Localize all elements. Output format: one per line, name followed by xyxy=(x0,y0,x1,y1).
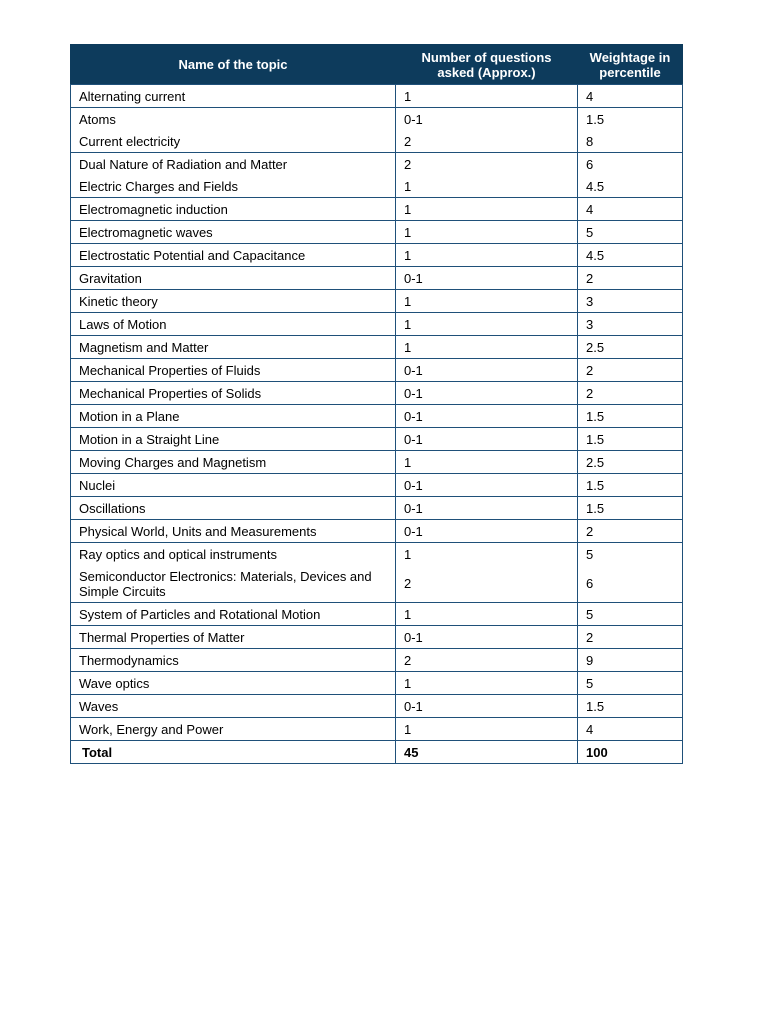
topic-cell: Mechanical Properties of Fluids xyxy=(71,359,396,382)
topic-cell: Electric Charges and Fields xyxy=(71,175,396,198)
questions-cell: 1 xyxy=(396,543,578,566)
weightage-cell: 1.5 xyxy=(578,108,683,131)
weightage-cell: 2 xyxy=(578,520,683,543)
questions-cell: 0-1 xyxy=(396,267,578,290)
topic-cell: Ray optics and optical instruments xyxy=(71,543,396,566)
questions-cell: 0-1 xyxy=(396,474,578,497)
table-row xyxy=(71,543,683,566)
topic-cell: Motion in a Straight Line xyxy=(71,428,396,451)
table-row xyxy=(71,649,683,672)
questions-cell: 0-1 xyxy=(396,428,578,451)
weightage-cell: 1.5 xyxy=(578,497,683,520)
questions-cell: 0-1 xyxy=(396,520,578,543)
topic-cell: Thermodynamics xyxy=(71,649,396,672)
weightage-cell: 5 xyxy=(578,221,683,244)
table-row xyxy=(71,85,683,108)
weightage-cell: 5 xyxy=(578,543,683,566)
table-row xyxy=(71,405,683,428)
topic-cell: Motion in a Plane xyxy=(71,405,396,428)
total-weightage: 100 xyxy=(578,741,683,764)
topic-cell: Electrostatic Potential and Capacitance xyxy=(71,244,396,267)
weightage-cell: 4 xyxy=(578,85,683,108)
topic-cell: Thermal Properties of Matter xyxy=(71,626,396,649)
weightage-cell: 9 xyxy=(578,649,683,672)
topic-cell: Nuclei xyxy=(71,474,396,497)
table-row xyxy=(71,428,683,451)
weightage-cell: 1.5 xyxy=(578,405,683,428)
topic-cell: Atoms xyxy=(71,108,396,131)
weightage-cell: 5 xyxy=(578,603,683,626)
weightage-cell: 2 xyxy=(578,267,683,290)
weightage-cell: 3 xyxy=(578,313,683,336)
table-row xyxy=(71,108,683,131)
topic-cell: Laws of Motion xyxy=(71,313,396,336)
questions-cell: 1 xyxy=(396,718,578,741)
weightage-cell: 4 xyxy=(578,198,683,221)
header-questions: Number of questions asked (Approx.) xyxy=(396,45,578,85)
topic-cell: Moving Charges and Magnetism xyxy=(71,451,396,474)
weightage-cell: 4 xyxy=(578,718,683,741)
questions-cell: 0-1 xyxy=(396,108,578,131)
questions-cell: 0-1 xyxy=(396,695,578,718)
topic-cell: Current electricity xyxy=(71,130,396,153)
header-weightage: Weightage in percentile xyxy=(578,45,683,85)
table-row xyxy=(71,221,683,244)
table-row xyxy=(71,198,683,221)
table-row xyxy=(71,336,683,359)
weightage-cell: 4.5 xyxy=(578,175,683,198)
table-row xyxy=(71,290,683,313)
questions-cell: 0-1 xyxy=(396,359,578,382)
questions-cell: 1 xyxy=(396,451,578,474)
questions-cell: 0-1 xyxy=(396,405,578,428)
weightage-cell: 2.5 xyxy=(578,336,683,359)
total-row xyxy=(71,741,683,764)
weightage-cell: 5 xyxy=(578,672,683,695)
weightage-cell: 2 xyxy=(578,382,683,405)
table-row xyxy=(71,520,683,543)
table-row xyxy=(71,497,683,520)
questions-cell: 1 xyxy=(396,336,578,359)
table-row xyxy=(71,718,683,741)
questions-cell: 1 xyxy=(396,244,578,267)
topic-cell: Physical World, Units and Measurements xyxy=(71,520,396,543)
weightage-cell: 1.5 xyxy=(578,428,683,451)
table-row xyxy=(71,565,683,603)
weightage-cell: 6 xyxy=(578,153,683,176)
topic-cell: Dual Nature of Radiation and Matter xyxy=(71,153,396,176)
table-row xyxy=(71,626,683,649)
weightage-cell: 2 xyxy=(578,626,683,649)
questions-cell: 2 xyxy=(396,565,578,603)
weightage-cell: 2 xyxy=(578,359,683,382)
table-row xyxy=(71,313,683,336)
table-row xyxy=(71,695,683,718)
weightage-cell: 8 xyxy=(578,130,683,153)
table-row xyxy=(71,359,683,382)
table-row xyxy=(71,267,683,290)
topic-cell: Wave optics xyxy=(71,672,396,695)
questions-cell: 1 xyxy=(396,290,578,313)
topic-cell: Work, Energy and Power xyxy=(71,718,396,741)
table-header-row xyxy=(71,45,683,85)
topic-cell: Mechanical Properties of Solids xyxy=(71,382,396,405)
table-row xyxy=(71,382,683,405)
topic-cell: Kinetic theory xyxy=(71,290,396,313)
table-row xyxy=(71,153,683,176)
header-topic: Name of the topic xyxy=(71,45,396,85)
table-row xyxy=(71,130,683,153)
topic-cell: Magnetism and Matter xyxy=(71,336,396,359)
table-row xyxy=(71,603,683,626)
table-row xyxy=(71,451,683,474)
weightage-cell: 1.5 xyxy=(578,695,683,718)
total-label: Total xyxy=(71,741,396,764)
questions-cell: 0-1 xyxy=(396,626,578,649)
questions-cell: 1 xyxy=(396,175,578,198)
weightage-cell: 3 xyxy=(578,290,683,313)
weightage-cell: 1.5 xyxy=(578,474,683,497)
questions-cell: 2 xyxy=(396,153,578,176)
topic-cell: System of Particles and Rotational Motion xyxy=(71,603,396,626)
questions-cell: 1 xyxy=(396,672,578,695)
topic-cell: Electromagnetic waves xyxy=(71,221,396,244)
topic-cell: Oscillations xyxy=(71,497,396,520)
table-row xyxy=(71,672,683,695)
questions-cell: 1 xyxy=(396,198,578,221)
table-row xyxy=(71,244,683,267)
questions-cell: 2 xyxy=(396,649,578,672)
weightage-cell: 2.5 xyxy=(578,451,683,474)
questions-cell: 1 xyxy=(396,85,578,108)
questions-cell: 1 xyxy=(396,221,578,244)
questions-cell: 0-1 xyxy=(396,382,578,405)
topic-cell: Waves xyxy=(71,695,396,718)
questions-cell: 2 xyxy=(396,130,578,153)
questions-cell: 1 xyxy=(396,313,578,336)
topic-cell: Gravitation xyxy=(71,267,396,290)
total-questions: 45 xyxy=(396,741,578,764)
weightage-cell: 6 xyxy=(578,565,683,603)
weightage-cell: 4.5 xyxy=(578,244,683,267)
topic-cell: Semiconductor Electronics: Materials, Devices and Simple Circuits xyxy=(71,565,396,603)
table-row xyxy=(71,175,683,198)
topic-cell: Alternating current xyxy=(71,85,396,108)
questions-cell: 1 xyxy=(396,603,578,626)
questions-cell: 0-1 xyxy=(396,497,578,520)
topic-cell: Electromagnetic induction xyxy=(71,198,396,221)
table-row xyxy=(71,474,683,497)
topic-weightage-table xyxy=(70,44,683,764)
